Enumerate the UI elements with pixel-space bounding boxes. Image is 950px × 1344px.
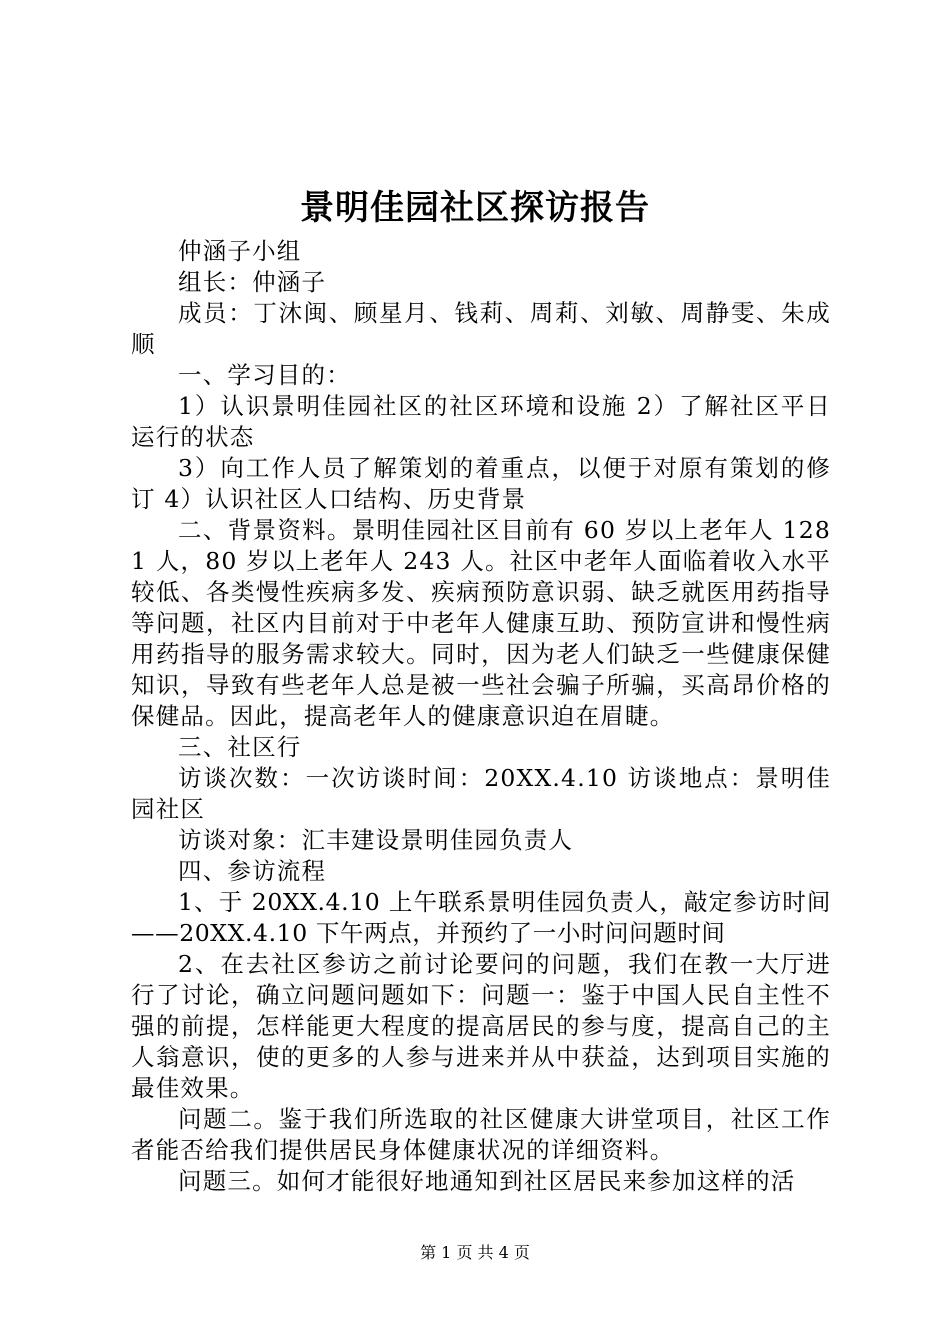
document-body xyxy=(131,236,831,1197)
paragraph-section-4-heading: 四、参访流程 xyxy=(178,857,327,885)
paragraph-process-step-1: 1、于 20XX.4.10 上午联系景明佳园负责人，敲定参访时间——20XX.4.10 下午两点，并预约了一小时问问题时间 xyxy=(131,888,831,947)
document-title: 景明佳园社区探访报告 xyxy=(300,188,650,228)
paragraph-question-2: 问题二。鉴于我们所选取的社区健康大讲堂项目，社区工作者能否给我们提供居民身体健康状况的详细资料。 xyxy=(131,1105,831,1164)
paragraph-goals-1-2: 1）认识景明佳园社区的社区环境和设施 2）了解社区平日运行的状态 xyxy=(131,392,831,451)
paragraph-leader: 组长：仲涵子 xyxy=(178,268,327,296)
paragraph-interviewee: 访谈对象：汇丰建设景明佳园负责人 xyxy=(178,826,574,854)
paragraph-group-name: 仲涵子小组 xyxy=(178,237,302,265)
paragraph-interview-info: 访谈次数：一次访谈时间：20XX.4.10 访谈地点：景明佳园社区 xyxy=(131,764,831,823)
paragraph-question-3: 问题三。如何才能很好地通知到社区居民来参加这样的活 xyxy=(178,1167,796,1195)
paragraph-section-1-heading: 一、学习目的： xyxy=(178,361,351,389)
paragraph-members: 成员：丁沐闽、顾星月、钱莉、周莉、刘敏、周静雯、朱成顺 xyxy=(131,299,831,358)
paragraph-section-3-heading: 三、社区行 xyxy=(178,733,302,761)
page-number-footer: 第 1 页 共 4 页 xyxy=(420,1243,530,1262)
paragraph-process-step-2: 2、在去社区参访之前讨论要问的问题，我们在教一大厅进行了讨论，确立问题问题如下：问题一：鉴于中国人民自主性不强的前提，怎样能更大程度的提高居民的参与度，提高自己的主人翁意识，使的更多的人参与进来并从中获益，达到项目实施的最佳效果。 xyxy=(131,950,831,1102)
paragraph-goals-3-4: 3）向工作人员了解策划的着重点，以便于对原有策划的修订 4）认识社区人口结构、历史背景 xyxy=(131,454,831,513)
paragraph-background: 二、背景资料。景明佳园社区目前有 60 岁以上老年人 1281 人，80 岁以上老年人 243 人。社区中老年人面临着收入水平较低、各类慢性疾病多发、疾病预防意识弱、缺乏就医用药指导等问题，社区内目前对于中老年人健康互助、预防宣讲和慢性病用药指导的服务需求较大。同时，因为老人们缺乏一些健康保健知识，导致有些老年人总是被一些社会骗子所骗，买高昂价格的保健品。因此，提高老年人的健康意识迫在眉睫。 xyxy=(131,516,831,730)
